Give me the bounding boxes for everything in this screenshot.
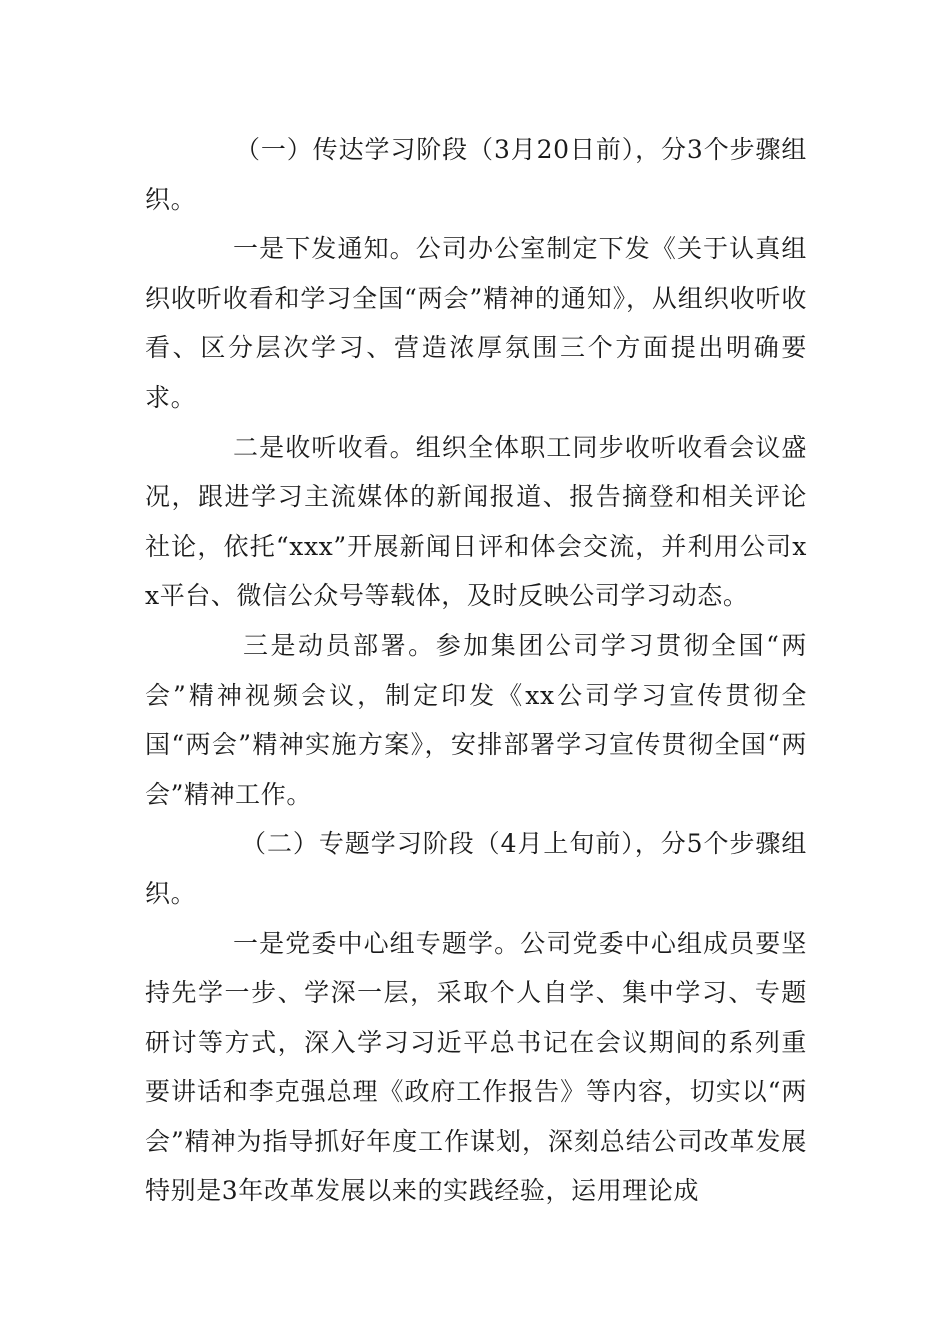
- document-body: [145, 125, 807, 1216]
- section-heading-2: （二）专题学习阶段（4月上旬前），分5个步骤组织。: [145, 829, 807, 908]
- paragraph-issue-notice: 一是下发通知。公司办公室制定下发《关于认真组织收听收看和学习全国“两会”精神的通知》，从组织收听收看、区分层次学习、营造浓厚氛围三个方面提出明确要求。: [145, 234, 807, 412]
- section-heading-1: （一）传达学习阶段（3月20日前），分3个步骤组织。: [145, 135, 807, 214]
- paragraph-watch-listen: 二是收听收看。组织全体职工同步收听收看会议盛况，跟进学习主流媒体的新闻报道、报告摘登和相关评论社论，依托“xxx”开展新闻日评和体会交流，并利用公司xx平台、微信公众号等载体，及时反映公司学习动态。: [145, 432, 807, 611]
- paragraph-mobilize-deploy: 三是动员部署。参加集团公司学习贯彻全国“两会”精神视频会议，制定印发《xx公司学习宣传贯彻全国“两会”精神实施方案》，安排部署学习宣传贯彻全国“两会”精神工作。: [145, 630, 807, 809]
- paragraph-central-group-study: 一是党委中心组专题学。公司党委中心组成员要坚持先学一步、学深一层，采取个人自学、集中学习、专题研讨等方式，深入学习习近平总书记在会议期间的系列重要讲话和李克强总理《政府工作报告》等内容，切实以“两会”精神为指导抓好年度工作谋划，深刻总结公司改革发展特别是3年改革发展以来的实践经验，运用理论成: [145, 928, 807, 1206]
